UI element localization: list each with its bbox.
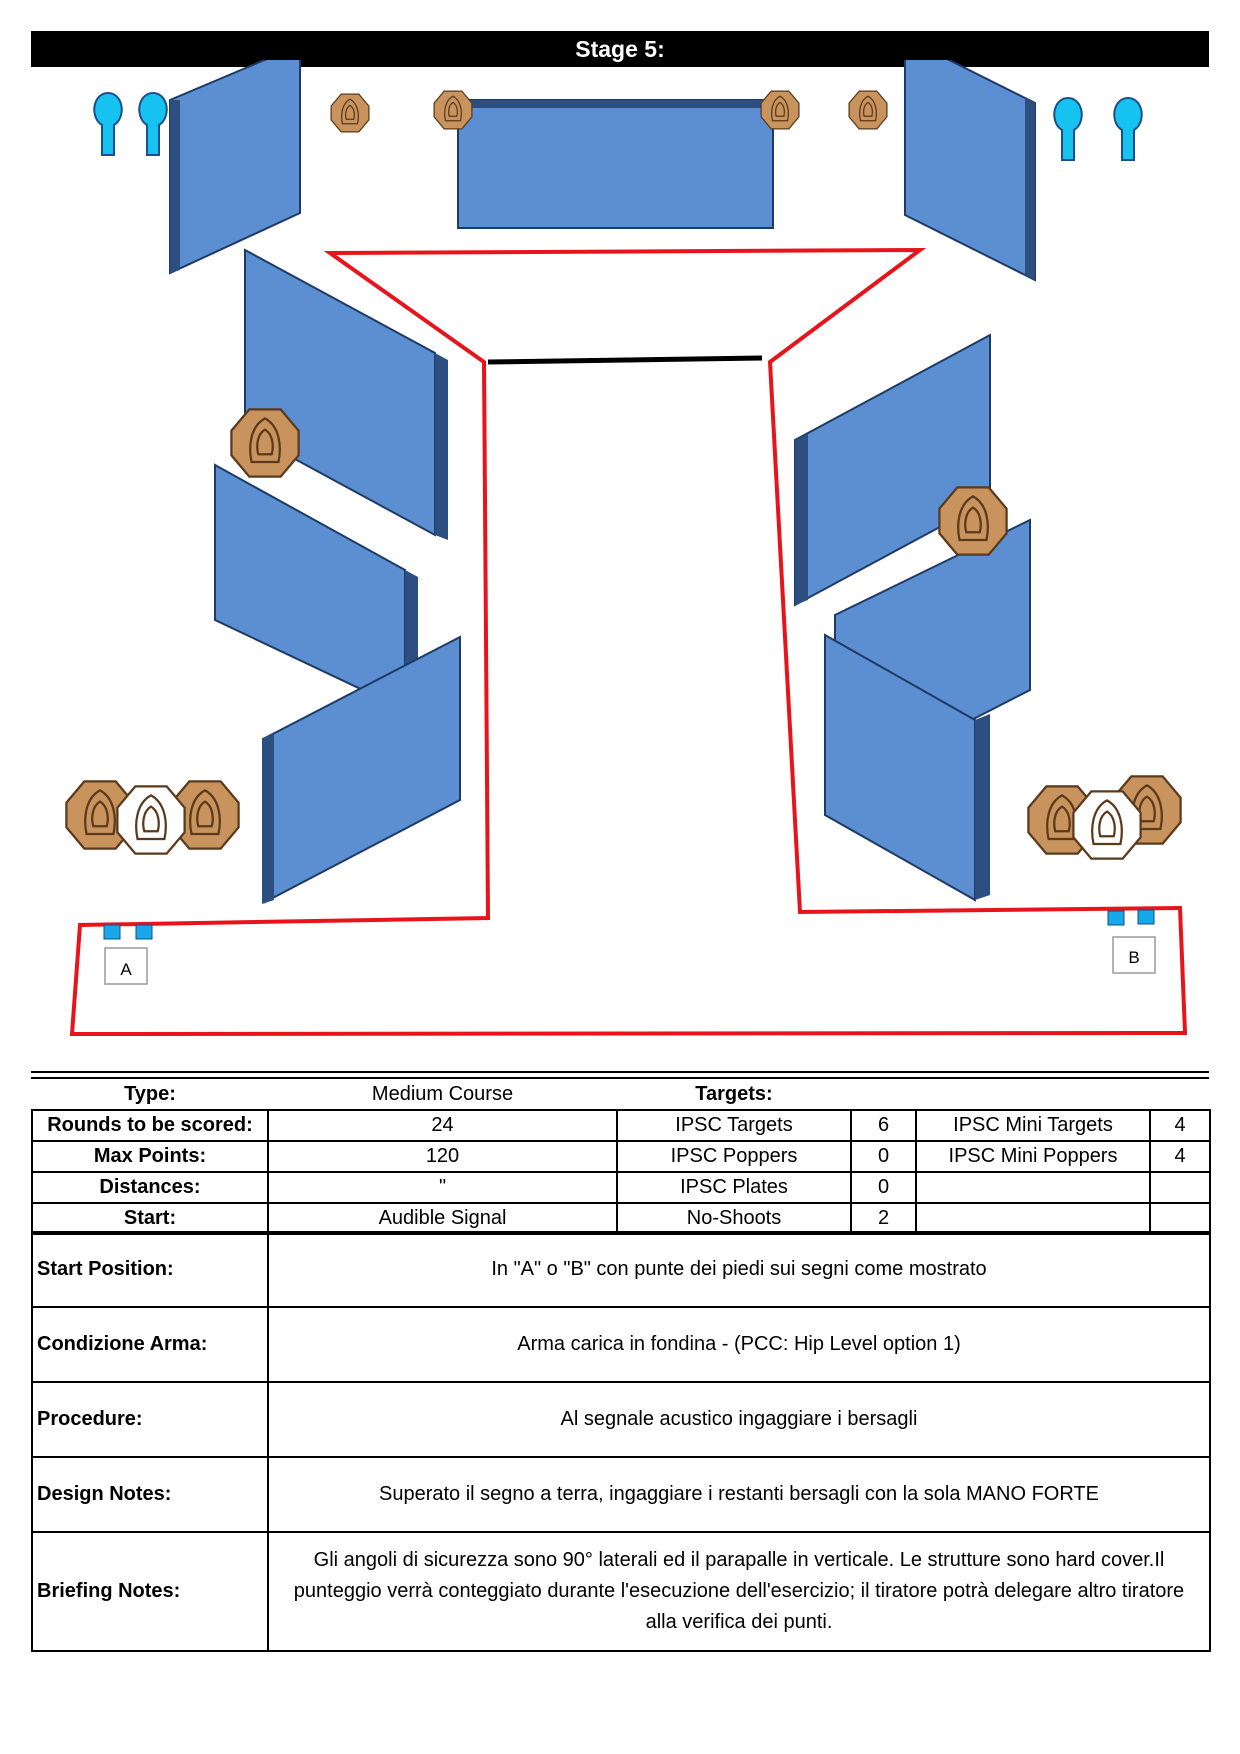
mini-target-count: 4 (1150, 1141, 1210, 1172)
procedure-value: Al segnale acustico ingaggiare i bersagli (268, 1382, 1210, 1457)
target-count: 2 (851, 1203, 916, 1234)
distances-value: " (268, 1172, 617, 1203)
popper-icon (139, 93, 166, 155)
distances-label: Distances: (32, 1172, 268, 1203)
start-value: Audible Signal (268, 1203, 617, 1234)
foot-mark-icon (1138, 910, 1154, 924)
start-box-b-label: B (1128, 948, 1140, 967)
stage-notes-table (31, 1231, 1211, 1652)
briefing-notes-label: Briefing Notes: (32, 1532, 268, 1651)
foot-mark-icon (136, 925, 152, 939)
start-position-label: Start Position: (32, 1232, 268, 1307)
target-type: IPSC Plates (617, 1172, 851, 1203)
max-points-value: 120 (268, 1141, 617, 1172)
start-row (32, 1203, 1210, 1234)
rounds-value: 24 (268, 1110, 617, 1141)
divider-line (31, 1077, 1209, 1079)
target-count: 0 (851, 1141, 916, 1172)
targets-label: Targets: (695, 1083, 773, 1105)
ipsc-mini-target-icon (849, 91, 887, 129)
briefing-notes-value: Gli angoli di sicurezza sono 90° laterali ed il parapalle in verticale. Le strutture sono hard cover.Il punteggio verrà conteggiato durante l'esecuzione dell'esercizio; il tiratore potrà delegare altro tiratore alla verifica dei punti. (268, 1532, 1210, 1651)
type-value: Medium Course (371, 1083, 514, 1105)
max-points-row (32, 1141, 1210, 1172)
target-count: 6 (851, 1110, 916, 1141)
foot-mark-icon (104, 925, 120, 939)
notes-row (32, 1457, 1210, 1532)
ipsc-target-icon (939, 487, 1006, 554)
mini-target-type (916, 1203, 1150, 1234)
popper-icon (1054, 98, 1081, 160)
weapon-condition-label: Condizione Arma: (32, 1307, 268, 1382)
start-box-a-label: A (120, 960, 132, 979)
notes-row (32, 1232, 1210, 1307)
no-shoot-icon (1073, 791, 1140, 858)
mini-target-type: IPSC Mini Poppers (916, 1141, 1150, 1172)
target-count: 0 (851, 1172, 916, 1203)
start-label: Start: (32, 1203, 268, 1234)
mini-target-count (1150, 1203, 1210, 1234)
target-type: No-Shoots (617, 1203, 851, 1234)
type-row (32, 1080, 1210, 1110)
divider-line (31, 1071, 1209, 1073)
barrier-wall-top-center (458, 100, 773, 228)
rounds-row (32, 1110, 1210, 1141)
type-label: Type: (124, 1083, 176, 1105)
stage-info-table (31, 1080, 1211, 1235)
no-shoot-icon (117, 786, 184, 853)
barrier-wall-left-1 (245, 250, 448, 540)
max-points-label: Max Points: (32, 1141, 268, 1172)
distances-row (32, 1172, 1210, 1203)
barrier-wall-top-left (170, 60, 300, 273)
foot-mark-icon (1108, 911, 1124, 925)
popper-icon (94, 93, 121, 155)
notes-row (32, 1382, 1210, 1457)
target-type: IPSC Targets (617, 1110, 851, 1141)
start-box-a (105, 948, 147, 984)
popper-icon (1114, 98, 1141, 160)
start-box-b (1113, 937, 1155, 973)
ipsc-target-icon (231, 409, 298, 476)
procedure-label: Procedure: (32, 1382, 268, 1457)
design-notes-label: Design Notes: (32, 1457, 268, 1532)
start-position-value: In "A" o "B" con punte dei piedi sui segni come mostrato (268, 1232, 1210, 1307)
ipsc-mini-target-icon (761, 91, 799, 129)
mini-target-type (916, 1172, 1150, 1203)
notes-row (32, 1532, 1210, 1651)
rounds-label: Rounds to be scored: (32, 1110, 268, 1141)
mini-target-count (1150, 1172, 1210, 1203)
design-notes-value: Superato il segno a terra, ingaggiare i restanti bersagli con la sola MANO FORTE (268, 1457, 1210, 1532)
ipsc-mini-target-icon (434, 91, 472, 129)
stage-title: Stage 5: (31, 31, 1209, 67)
ground-mark-line (488, 358, 762, 362)
weapon-condition-value: Arma carica in fondina - (PCC: Hip Level option 1) (268, 1307, 1210, 1382)
mini-target-type: IPSC Mini Targets (916, 1110, 1150, 1141)
mini-target-count: 4 (1150, 1110, 1210, 1141)
ipsc-mini-target-icon (331, 94, 369, 132)
stage-diagram (0, 60, 1240, 1050)
notes-row (32, 1307, 1210, 1382)
target-type: IPSC Poppers (617, 1141, 851, 1172)
barrier-wall-top-right (905, 60, 1035, 280)
